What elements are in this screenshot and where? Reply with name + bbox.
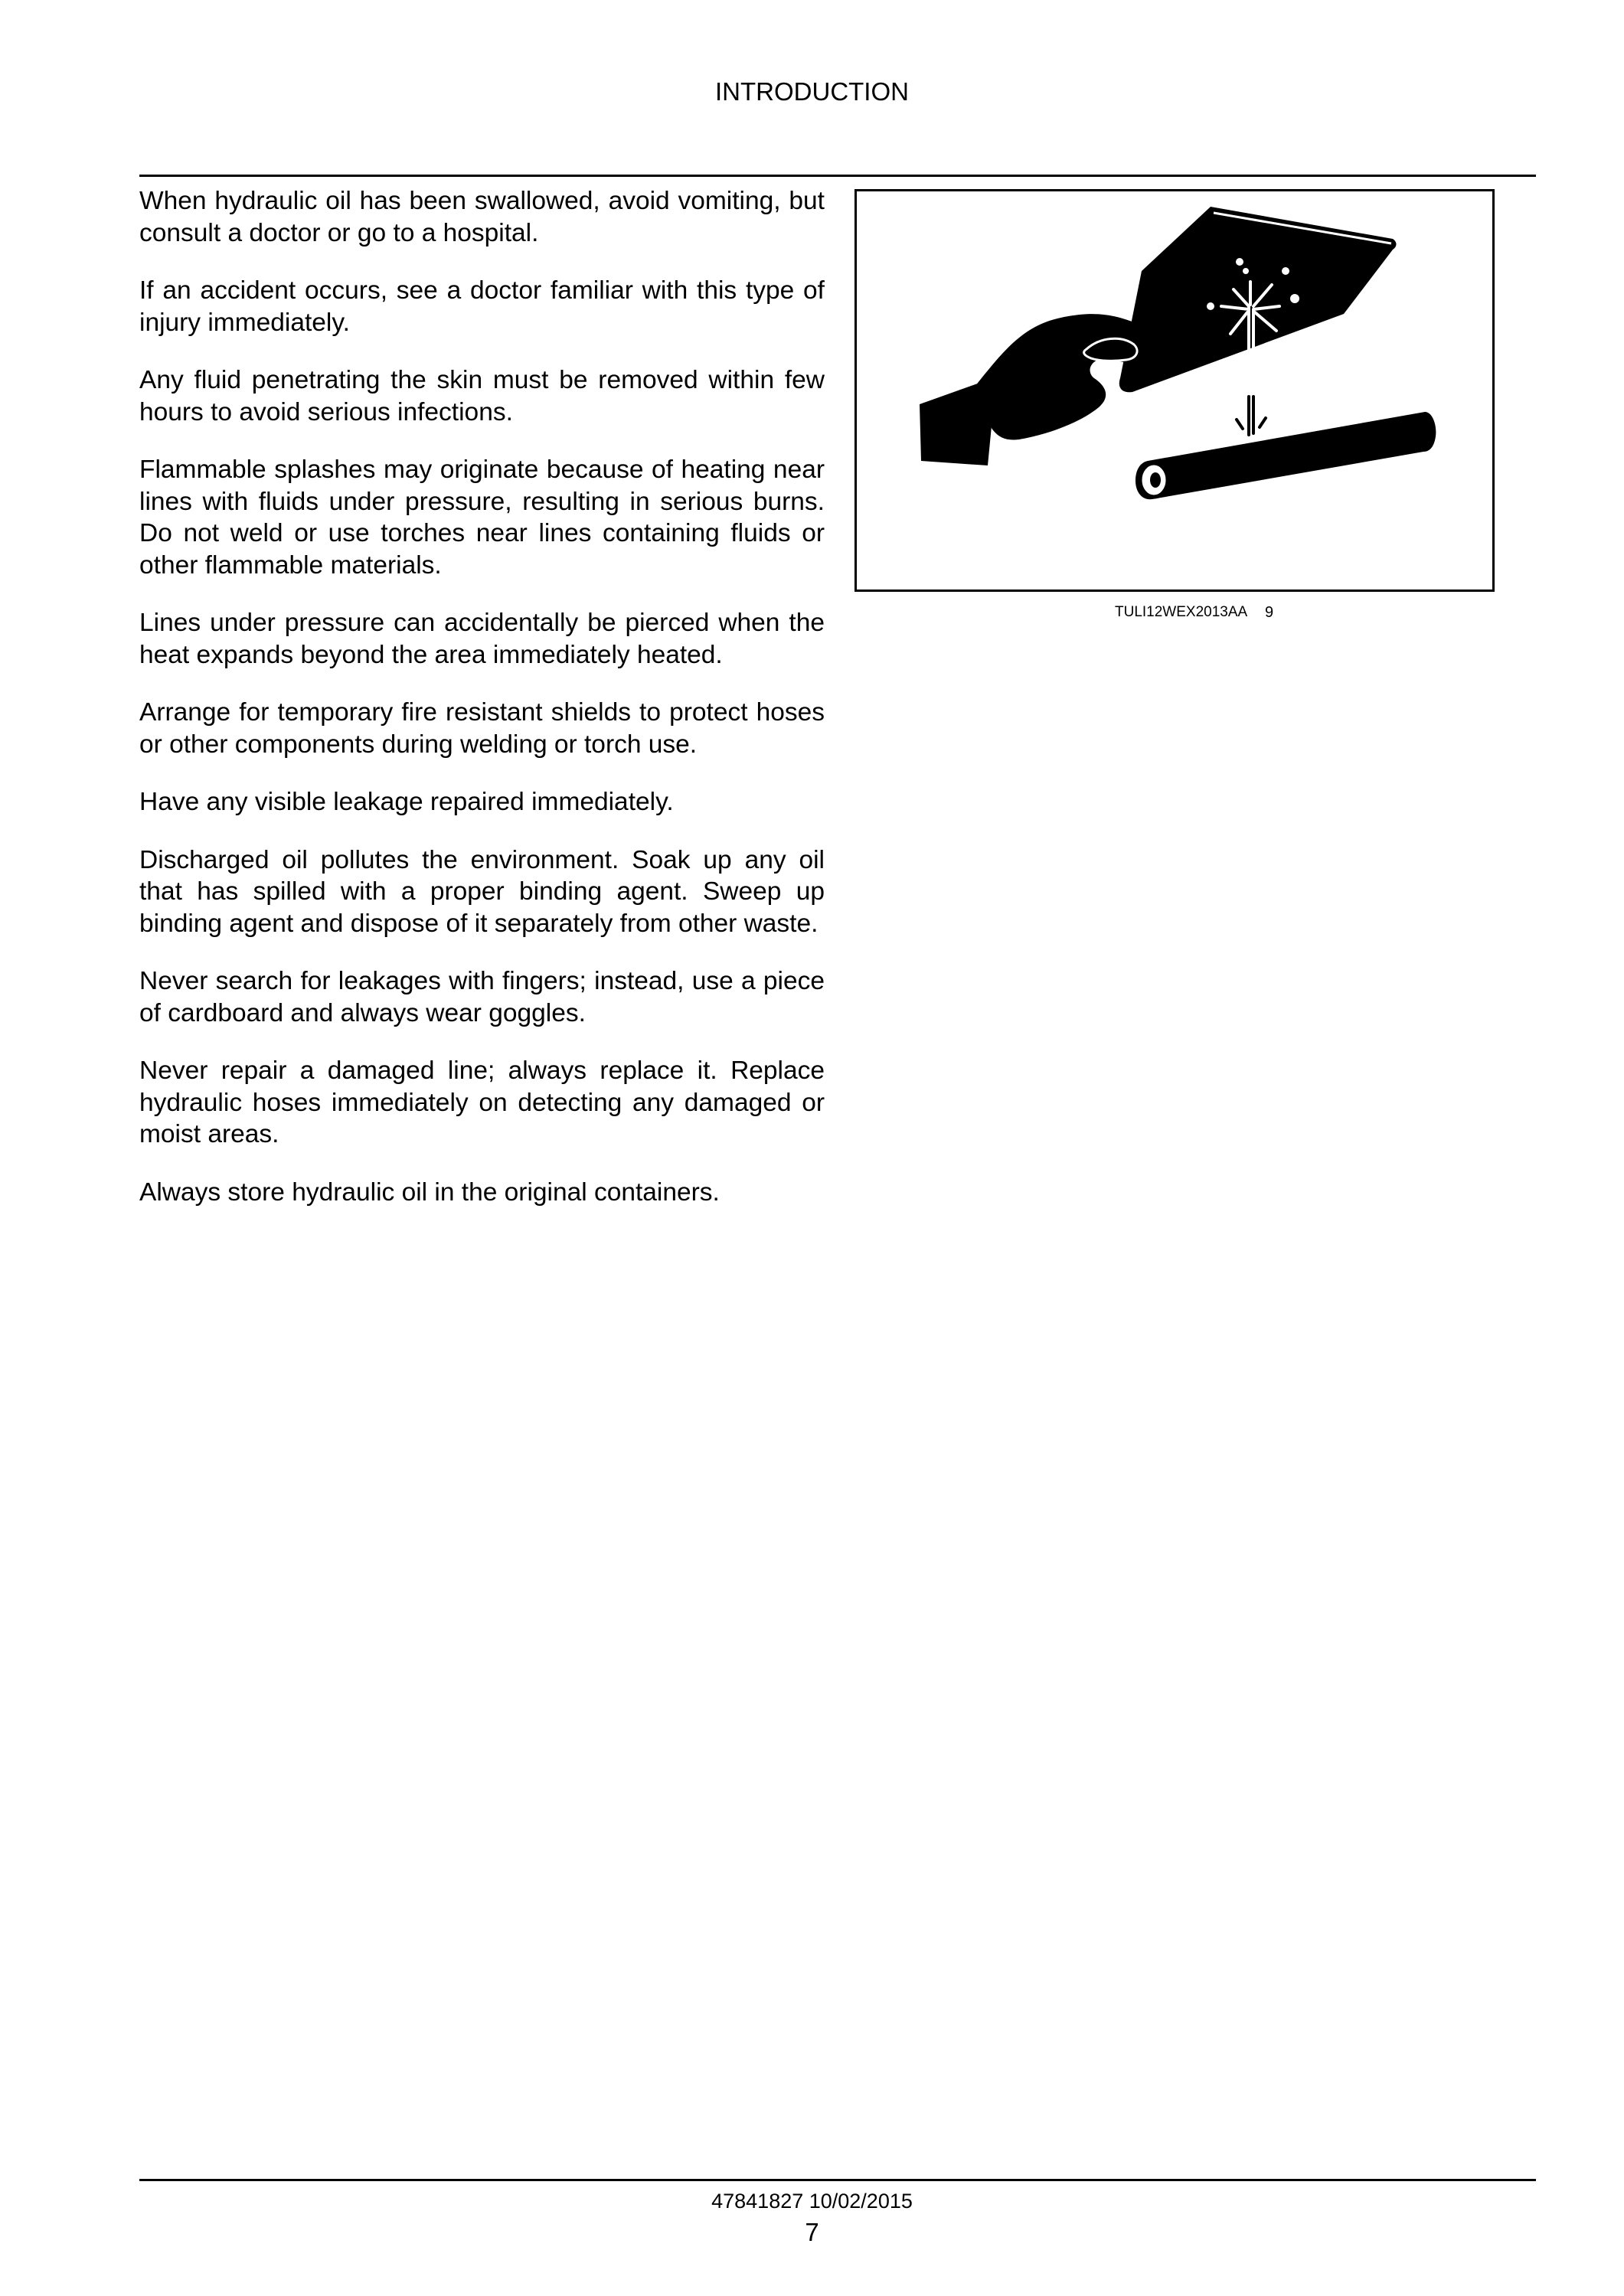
- paragraph-flammable-splashes: Flammable splashes may originate because of heating near lines with fluids under pressure, resulting in serious burns. Do not weld or use torches near lines containing fluids or other flammable materials.: [139, 456, 825, 580]
- body-text-column: [139, 185, 825, 1234]
- hand-holding-cardboard-over-leaking-hose-illustration: [857, 191, 1492, 590]
- figure-illustration-frame: [854, 189, 1495, 592]
- paragraph-fluid-penetration: Any fluid penetrating the skin must be removed within few hours to avoid serious infections.: [139, 366, 825, 426]
- hose-shape: [1135, 412, 1436, 499]
- paragraph-accident: If an accident occurs, see a doctor familiar with this type of injury immediately.: [139, 276, 825, 337]
- figure-code: TULI12WEX2013AA: [1115, 604, 1248, 620]
- oil-jet-icon: [1237, 397, 1266, 435]
- header-rule: [139, 175, 1536, 177]
- footer-rule: [139, 2179, 1536, 2181]
- paragraph-discharged-oil: Discharged oil pollutes the environment. Soak up any oil that has spilled with a proper binding agent. Sweep up binding agent and dispose of it separately from other waste.: [139, 845, 825, 938]
- paragraph-store-oil: Always store hydraulic oil in the original containers.: [139, 1177, 720, 1207]
- paragraph-swallowed: When hydraulic oil has been swallowed, avoid vomiting, but consult a doctor or go to a hospital.: [139, 187, 825, 247]
- page-header-title: INTRODUCTION: [715, 77, 909, 106]
- hose-end-inner: [1150, 472, 1161, 488]
- footer-document-number: 47841827 10/02/2015: [711, 2190, 913, 2213]
- figure-number: 9: [1265, 604, 1274, 621]
- paragraph-visible-leakage: Have any visible leakage repaired immediately.: [139, 788, 674, 816]
- footer-page-number: 7: [805, 2218, 819, 2246]
- paragraph-lines-pierced: Lines under pressure can accidentally be pierced when the heat expands beyond the area immediately heated.: [139, 609, 825, 669]
- paragraph-search-leakages: Never search for leakages with fingers; instead, use a piece of cardboard and always wear goggles.: [139, 967, 825, 1027]
- paragraph-fire-shields: Arrange for temporary fire resistant shields to protect hoses or other components during welding or torch use.: [139, 698, 825, 759]
- paragraph-repair-line: Never repair a damaged line; always replace it. Replace hydraulic hoses immediately on detecting any damaged or moist areas.: [139, 1057, 825, 1148]
